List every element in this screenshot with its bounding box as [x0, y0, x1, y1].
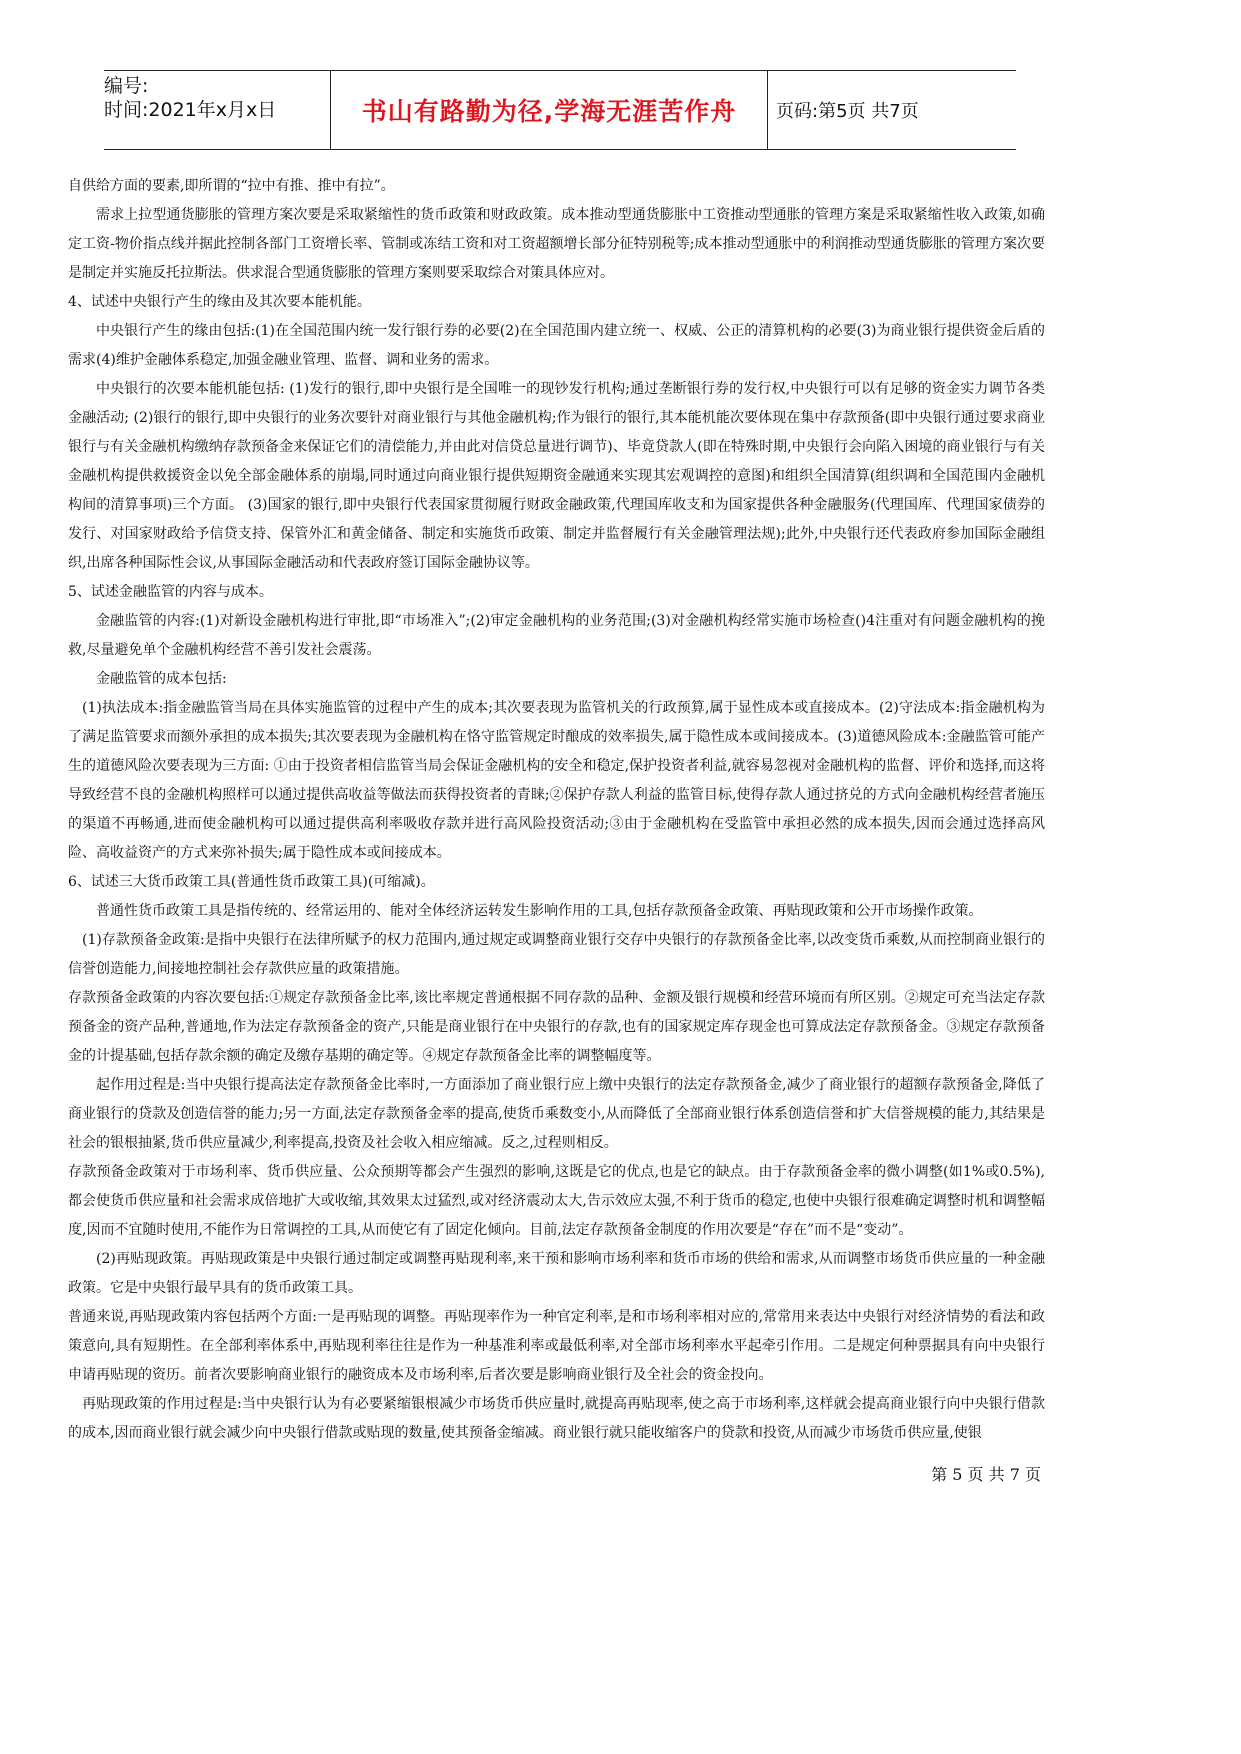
page-header [104, 70, 1016, 150]
document-body [68, 172, 1045, 1448]
header-motto-cell [330, 71, 768, 149]
motto: 书山有路勤为径,学海无涯苦作舟 [361, 97, 737, 126]
paragraph: 存款预备金政策的内容次要包括:①规定存款预备金比率,该比率规定普通根据不同存款的品种、金额及银行规模和经营环境而有所区别。②规定可充当法定存款预备金的资产品种,普通地,作为法定存款预备金的资产,只能是商业银行在中央银行的存款,也有的国家规定库存现金也可算成法定存款预备金。③规定存款预备金的计提基础,包括存款余额的确定及缴存基期的确定等。④规定存款预备金比率的调整幅度等。 [68, 990, 1045, 1064]
paragraph: 普通来说,再贴现政策内容包括两个方面:一是再贴现的调整。再贴现率作为一种官定利率,是和市场利率相对应的,常常用来表达中央银行对经济情势的看法和政策意向,具有短期性。在全部利率体系中,再贴现利率往往是作为一种基准利率或最低利率,对全部市场利率水平起牵引作用。二是规定何种票据具有向中央银行申请再贴现的资历。前者次要影响商业银行的融资成本及市场利率,后者次要是影响商业银行及全社会的资金投向。 [68, 1309, 1045, 1383]
paragraph: 金融监管的成本包括: [96, 671, 227, 687]
paragraph: 金融监管的内容:(1)对新设金融机构进行审批,即“市场准入”;(2)审定金融机构的业务范围;(3)对金融机构经常实施市场检查()4注重对有问题金融机构的挽救,尽量避免单个金融机构经营不善引发社会震荡。 [68, 613, 1045, 658]
paragraph: 起作用过程是:当中央银行提高法定存款预备金比率时,一方面添加了商业银行应上缴中央银行的法定存款预备金,减少了商业银行的超额存款预备金,降低了商业银行的贷款及创造信誉的能力;另一方面,法定存款预备金率的提高,使货币乘数变小,从而降低了全部商业银行体系创造信誉和扩大信誉规模的能力,其结果是社会的银根抽紧,货币供应量减少,利率提高,投资及社会收入相应缩减。反之,过程则相反。 [68, 1077, 1045, 1151]
paragraph: 自供给方面的要素,即所谓的“拉中有推、推中有拉”。 [68, 178, 395, 194]
paragraph: 中央银行的次要本能机能包括: (1)发行的银行,即中央银行是全国唯一的现钞发行机构;通过垄断银行券的发行权,中央银行可以有足够的资金实力调节各类金融活动; (2)银行的银行,即中央银行的业务次要针对商业银行与其他金融机构;作为银行的银行,其本能机能次要体现在集中存款预备(即中央银行通过要求商业银行与有关金融机构缴纳存款预备金来保证它们的清偿能力,并由此对信贷总量进行调节)、毕竟贷款人(即在特殊时期,中央银行会向陷入困境的商业银行与有关金融机构提供救援资金以免全部金融体系的崩塌,同时通过向商业银行提供短期资金融通来实现其宏观调控的意图)和组织全国清算(组织调和全国范围内金融机构间的清算事项)三个方面。 (3)国家的银行,即中央银行代表国家贯彻履行财政金融政策,代理国库收支和为国家提供各种金融服务(代理国库、代理国家债券的发行、对国家财政给予信贷支持、保管外汇和黄金储备、制定和实施货币政策、制定并监督履行有关金融管理法规);此外,中央银行还代表政府参加国际金融组织,出席各种国际性会议,从事国际金融活动和代表政府签订国际金融协议等。 [68, 381, 1045, 571]
time-label: 时间:2021年x月x日 [104, 99, 277, 121]
paragraph: 再贴现政策的作用过程是:当中央银行认为有必要紧缩银根减少市场货币供应量时,就提高再贴现率,使之高于市场利率,这样就会提高商业银行向中央银行借款的成本,因而商业银行就会减少向中央银行借款或贴现的数量,使其预备金缩减。商业银行就只能收缩客户的贷款和投资,从而减少市场货币供应量,使银 [68, 1396, 1045, 1441]
paragraph: 需求上拉型通货膨胀的管理方案次要是采取紧缩性的货币政策和财政政策。成本推动型通货膨胀中工资推动型通胀的管理方案是采取紧缩性收入政策,如确定工资-物价指点线并据此控制各部门工资增长率、管制或冻结工资和对工资超额增长部分征特别税等;成本推动型通胀中的利润推动型通货膨胀的管理方案次要是制定并实施反托拉斯法。供求混合型通货膨胀的管理方案则要采取综合对策具体应对。 [68, 207, 1045, 281]
paragraph: (1)执法成本:指金融监管当局在具体实施监管的过程中产生的成本;其次要表现为监管机关的行政预算,属于显性成本或直接成本。(2)守法成本:指金融机构为了满足监管要求而额外承担的成本损失;其次要表现为金融机构在恪守监管规定时酿成的效率损失,属于隐性成本或间接成本。(3)道德风险成本:金融监管可能产生的道德风险次要表现为三方面: ①由于投资者相信监管当局会保证金融机构的安全和稳定,保护投资者利益,就容易忽视对金融机构的监督、评价和选择,而这将导致经营不良的金融机构照样可以通过提供高收益等做法而获得投资者的青睐;②保护存款人利益的监管目标,使得存款人通过挤兑的方式向金融机构经营者施压的渠道不再畅通,进而使金融机构可以通过提供高利率吸收存款并进行高风险投资活动;③由于金融机构在受监管中承担必然的成本损失,因而会通过选择高风险、高收益资产的方式来弥补损失;属于隐性成本或间接成本。 [68, 700, 1045, 861]
page-number-label: 页码:第5页 共7页 [776, 101, 919, 122]
section-heading: 5、试述金融监管的内容与成本。 [68, 584, 273, 600]
paragraph: 存款预备金政策对于市场利率、货币供应量、公众预期等都会产生强烈的影响,这既是它的优点,也是它的缺点。由于存款预备金率的微小调整(如1%或0.5%),都会使货币供应量和社会需求成倍地扩大或收缩,其效果太过猛烈,或对经济震动太大,告示效应太强,不利于货币的稳定,也使中央银行很难确定调整时机和调整幅度,因而不宜随时使用,不能作为日常调控的工具,从而使它有了固定化倾向。目前,法定存款预备金制度的作用次要是“存在”而不是“变动”。 [68, 1164, 1045, 1238]
paragraph: (2)再贴现政策。再贴现政策是中央银行通过制定或调整再贴现利率,来干预和影响市场利率和货币市场的供给和需求,从而调整市场货币供应量的一种金融政策。它是中央银行最早具有的货币政策工具。 [68, 1251, 1045, 1296]
section-heading: 6、试述三大货币政策工具(普通性货币政策工具)(可缩减)。 [68, 874, 435, 890]
page-footer: 第 5 页 共 7 页 [931, 1465, 1041, 1484]
header-meta [104, 71, 330, 149]
section-heading: 4、试述中央银行产生的缘由及其次要本能机能。 [68, 294, 371, 310]
paragraph: (1)存款预备金政策:是指中央银行在法律所赋予的权力范围内,通过规定或调整商业银行交存中央银行的存款预备金比率,以改变货币乘数,从而控制商业银行的信誉创造能力,间接地控制社会存款供应量的政策措施。 [68, 932, 1045, 977]
header-page-cell [766, 71, 1026, 149]
paragraph: 普通性货币政策工具是指传统的、经常运用的、能对全体经济运转发生影响作用的工具,包括存款预备金政策、再贴现政策和公开市场操作政策。 [96, 903, 983, 919]
serial-number-label: 编号: [104, 75, 149, 97]
paragraph: 中央银行产生的缘由包括:(1)在全国范围内统一发行银行券的必要(2)在全国范围内建立统一、权威、公正的清算机构的必要(3)为商业银行提供资金后盾的需求(4)维护金融体系稳定,加强金融业管理、监督、调和业务的需求。 [68, 323, 1045, 368]
